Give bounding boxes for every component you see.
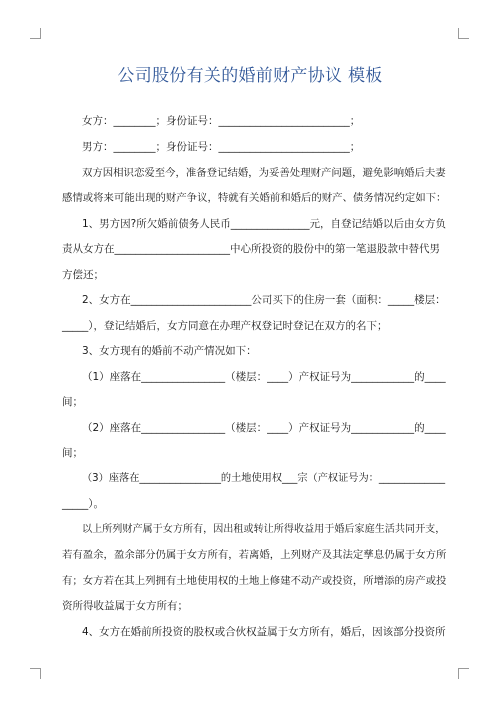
crop-mark-bottom-right bbox=[458, 668, 469, 679]
paragraph-line: 责从女方在______________________中心所投资的股份中的第一笔退股款中替代男 bbox=[62, 243, 440, 255]
paragraph-line: 4、女方在婚前所投资的股权或合伙权益属于女方所有，婚后，因该部分投资所 bbox=[82, 626, 446, 638]
party-female-line: 女方：________；身份证号：_________________________； bbox=[82, 115, 361, 127]
paragraph-line: （2）座落在________________（楼层：____）产权证号为____________的____ bbox=[82, 422, 446, 434]
paragraph-line: 2、女方在_______________________公司买下的住房一套（面积：_____楼层： bbox=[82, 294, 446, 306]
paragraph-line: 3、女方现有的婚前不动产情况如下： bbox=[82, 345, 257, 357]
paragraph-line: 有；女方若在其上列拥有土地使用权的土地上修建不动产或投资，所增添的房产或投 bbox=[62, 575, 447, 587]
paragraph-line: _____），登记结婚后，女方同意在办理产权登记时登记在双方的名下； bbox=[62, 320, 388, 332]
crop-mark-top-right bbox=[458, 28, 469, 39]
paragraph-line: 以上所列财产属于女方所有，因出租或转让所得收益用于婚后家庭生活共同开支， bbox=[82, 524, 446, 535]
paragraph-line: （1）座落在________________（楼层：____）产权证号为____________的____ bbox=[82, 371, 446, 383]
document-title: 公司股份有关的婚前财产协议 模板 bbox=[117, 66, 383, 86]
crop-mark-top-left bbox=[30, 28, 41, 39]
paragraph-line: 间； bbox=[62, 447, 83, 459]
paragraph-line: 资所得收益属于女方所有； bbox=[62, 600, 188, 612]
party-male-line: 男方：________；身份证号：_________________________； bbox=[82, 141, 361, 153]
paragraph-line: 感情或将来可能出现的财产争议，特就有关婚前和婚后的财产、债务情况约定如下： bbox=[62, 192, 447, 204]
paragraph-line: 间； bbox=[62, 396, 83, 408]
paragraph-line: （3）座落在________________的土地使用权___宗（产权证号为：_____________ bbox=[82, 473, 446, 484]
paragraph-line: 若有盈余，盈余部分仍属于女方所有，若离婚，上列财产及其法定孳息仍属于女方所 bbox=[62, 549, 447, 561]
paragraph-line: 1、男方因?所欠婚前债务人民币_______________元，自登记结婚以后由女方负 bbox=[82, 218, 447, 230]
paragraph-line: 双方因相识恋爱至今，准备登记结婚，为妥善处理财产问题，避免影响婚后夫妻 bbox=[82, 167, 446, 179]
paragraph-line: 方偿还； bbox=[62, 269, 104, 281]
paragraph-line: _____）。 bbox=[62, 498, 104, 510]
crop-mark-bottom-left bbox=[30, 668, 41, 679]
